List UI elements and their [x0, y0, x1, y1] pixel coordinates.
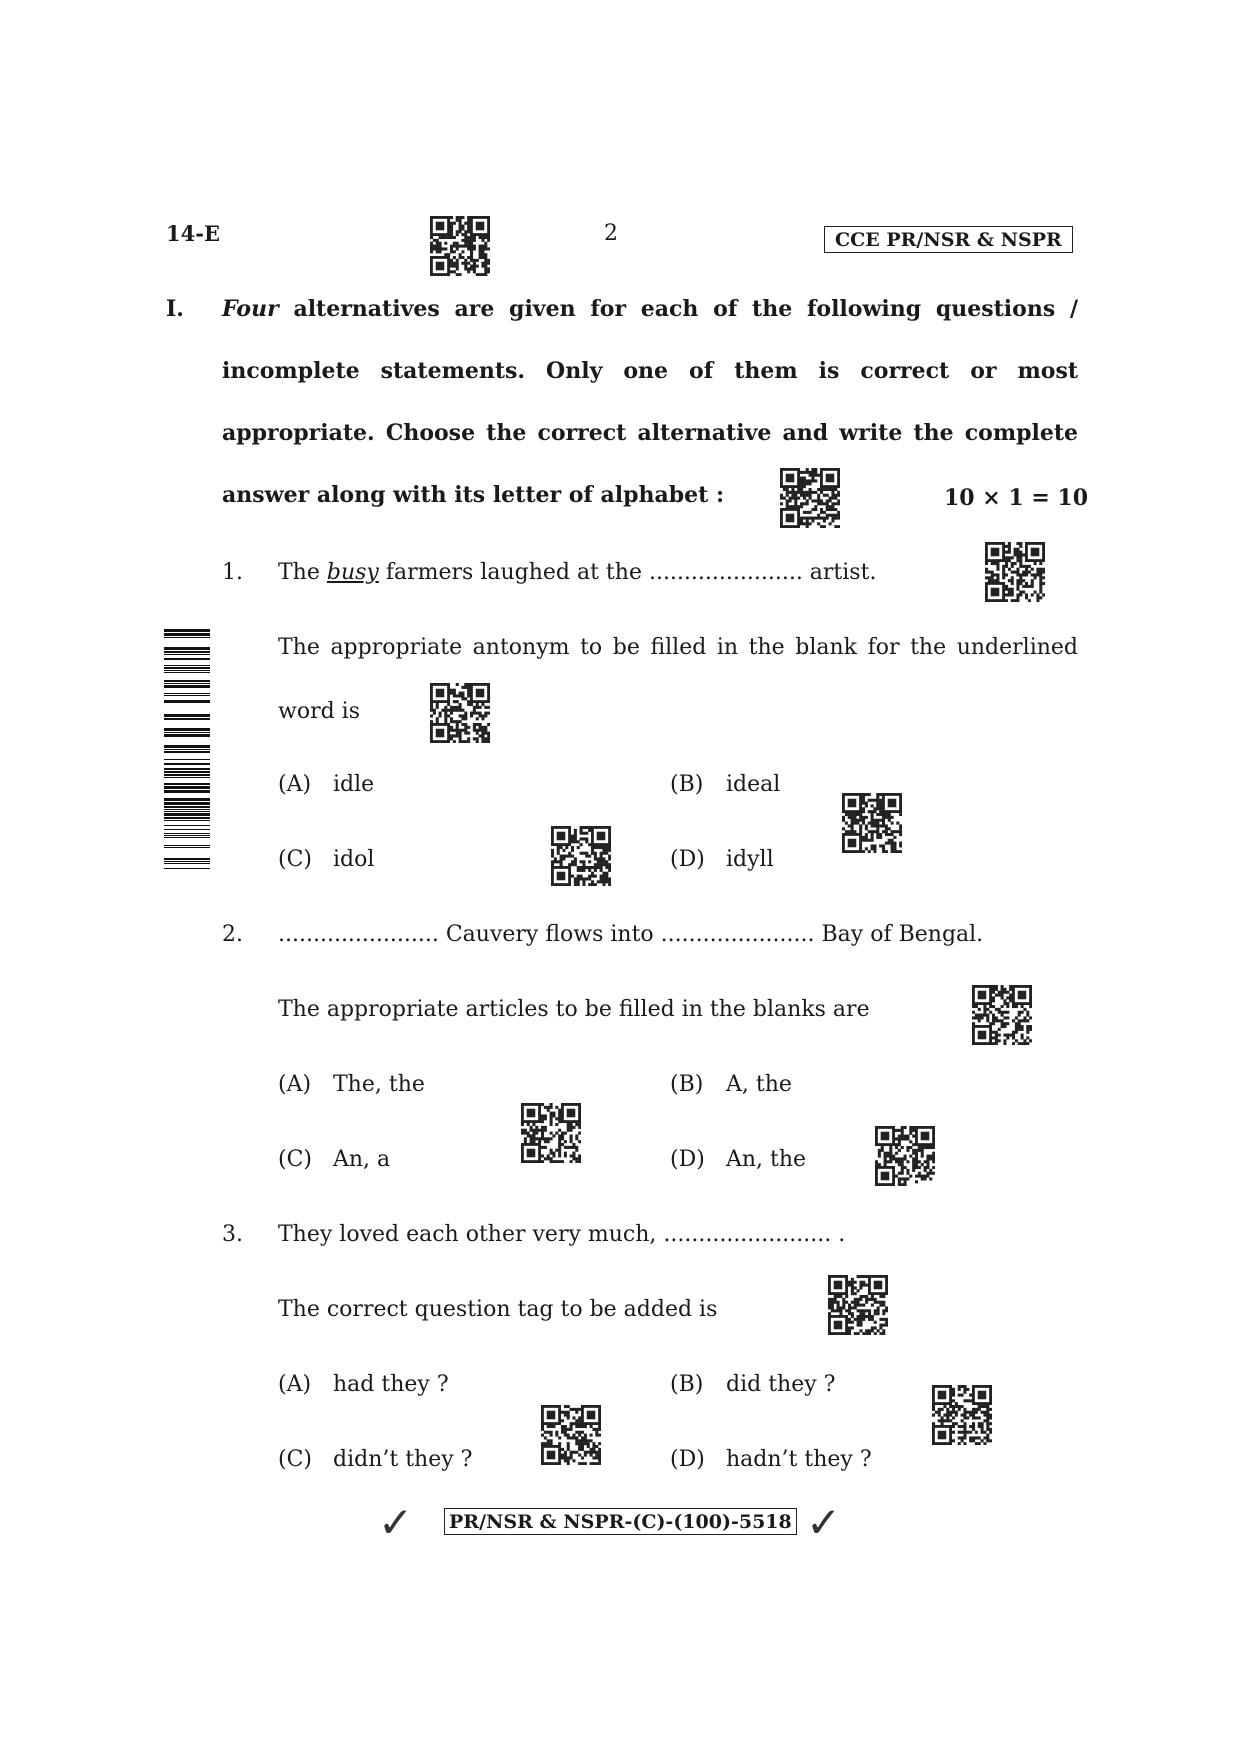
q3-option-d-text: hadn’t they ? [726, 1447, 872, 1472]
qr-code-icon [828, 1275, 888, 1335]
q3-option-b-text: did they ? [726, 1372, 836, 1397]
q2-option-d-letter: (D) [670, 1147, 705, 1172]
check-mark-icon: ✓ [806, 1498, 842, 1547]
page-number: 2 [604, 221, 618, 246]
question-1-prompt-line-1: The appropriate antonym to be filled in the blank for the underlined [278, 635, 1078, 660]
qr-code-icon [985, 542, 1045, 602]
q2-option-d-text: An, the [726, 1147, 807, 1172]
qr-code-icon [551, 826, 611, 886]
q3-option-c-text: didn’t they ? [333, 1447, 473, 1472]
instruction-line-4: answer along with its letter of alphabet : [222, 482, 725, 508]
q2-option-c-letter: (C) [278, 1147, 312, 1172]
instruction-line-3: appropriate. Choose the correct alternative and write the complete [222, 420, 1078, 446]
instruction-line-1 [222, 296, 1078, 322]
instruction-first-word: Four [222, 296, 279, 322]
q1-option-d-letter: (D) [670, 847, 705, 872]
qr-code-icon [430, 216, 490, 276]
q2-option-b-text: A, the [726, 1072, 792, 1097]
question-3-sentence: They loved each other very much, ........................ . [278, 1222, 846, 1247]
question-1-number: 1. [222, 560, 243, 585]
question-2-sentence: ....................... Cauvery flows into ...................... Bay of Bengal. [278, 922, 984, 947]
question-2-prompt: The appropriate articles to be filled in the blanks are [278, 997, 870, 1022]
q1-option-d-text: idyll [726, 847, 774, 872]
q3-option-b-letter: (B) [670, 1372, 704, 1397]
q3-option-a-text: had they ? [333, 1372, 449, 1397]
qr-code-icon [521, 1103, 581, 1163]
q2-option-a-text: The, the [333, 1072, 425, 1097]
qr-code-icon [541, 1405, 601, 1465]
q1-option-a-text: idle [333, 772, 375, 797]
q1-option-c-letter: (C) [278, 847, 312, 872]
qr-code-icon [430, 683, 490, 743]
qr-code-icon [780, 468, 840, 528]
marks-allocation: 10 × 1 = 10 [944, 485, 1089, 511]
paper-code: 14-E [166, 221, 220, 246]
q3-option-d-letter: (D) [670, 1447, 705, 1472]
q3-option-a-letter: (A) [278, 1372, 312, 1397]
footer-code: PR/NSR & NSPR-(C)-(100)-5518 [444, 1508, 797, 1535]
question-1-post: farmers laughed at the ...................... artist. [385, 560, 877, 585]
underlined-word: busy [326, 560, 379, 585]
q2-option-a-letter: (A) [278, 1072, 312, 1097]
check-mark-icon: ✓ [378, 1498, 414, 1547]
qr-code-icon [932, 1385, 992, 1445]
instruction-line-1-text: alternatives are given for each of the following questions / [293, 296, 1078, 322]
question-3-prompt: The correct question tag to be added is [278, 1297, 718, 1322]
qr-code-icon [972, 985, 1032, 1045]
q2-option-c-text: An, a [333, 1147, 391, 1172]
question-2-number: 2. [222, 922, 243, 947]
question-1-pre: The [278, 560, 320, 585]
q2-option-b-letter: (B) [670, 1072, 704, 1097]
q1-option-a-letter: (A) [278, 772, 312, 797]
q1-option-b-letter: (B) [670, 772, 704, 797]
q1-option-c-text: idol [333, 847, 375, 872]
barcode-icon [164, 620, 210, 870]
q1-option-b-text: ideal [726, 772, 781, 797]
question-1-prompt-line-2: word is [278, 699, 360, 724]
question-1-sentence [278, 560, 876, 585]
instruction-line-2: incomplete statements. Only one of them is correct or most [222, 358, 1078, 384]
exam-box: CCE PR/NSR & NSPR [824, 226, 1073, 253]
question-3-number: 3. [222, 1222, 243, 1247]
q3-option-c-letter: (C) [278, 1447, 312, 1472]
qr-code-icon [842, 793, 902, 853]
section-number: I. [166, 296, 184, 322]
qr-code-icon [875, 1126, 935, 1186]
